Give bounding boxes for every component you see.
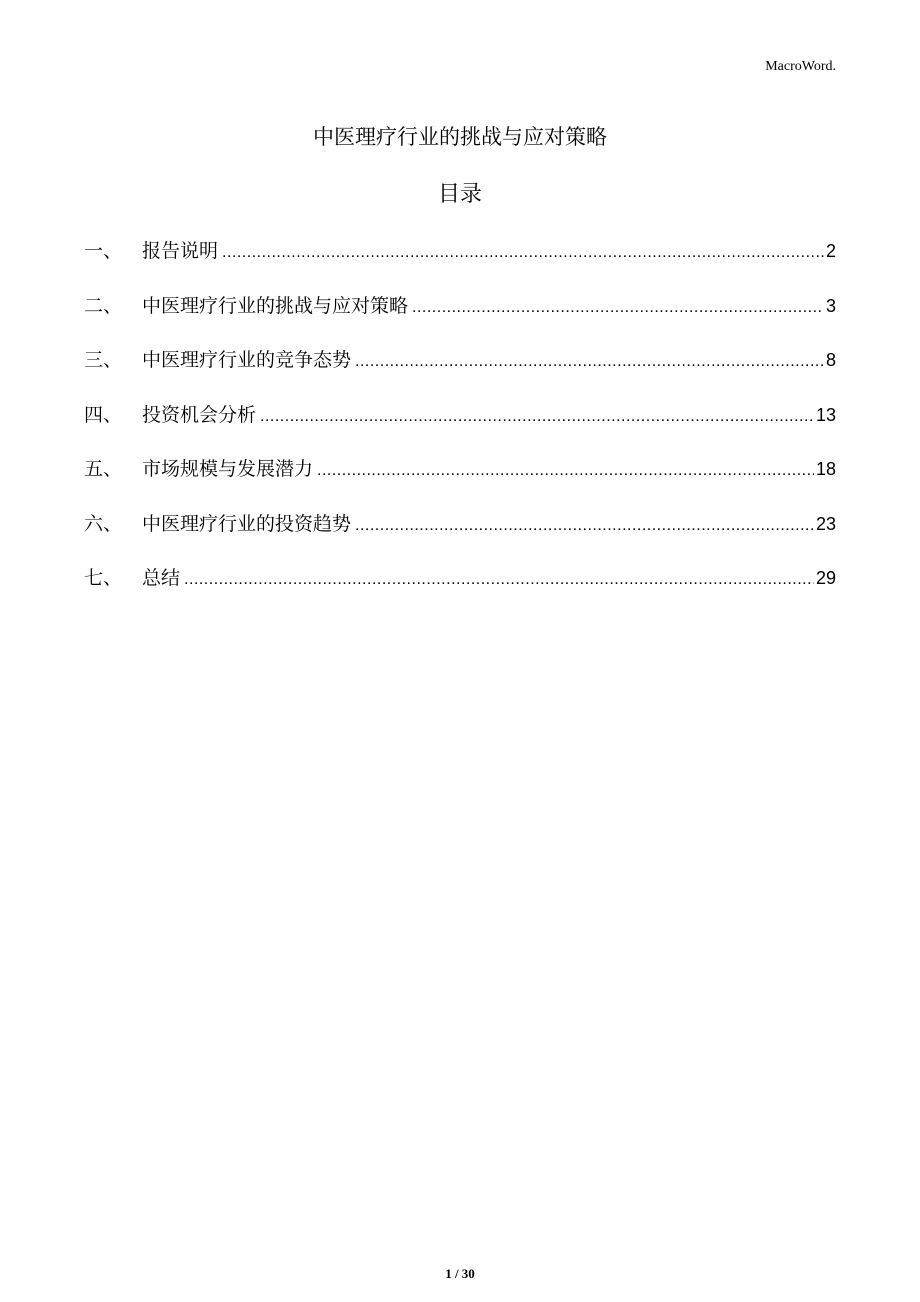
toc-entry-number: 四、 (84, 403, 123, 426)
document-title: 中医理疗行业的挑战与应对策略 (313, 125, 607, 149)
toc-entry-label: 中医理疗行业的投资趋势 (142, 512, 352, 535)
toc-dot-leader (317, 456, 814, 486)
toc-entry-label: 报告说明 (142, 240, 219, 262)
toc-entry[interactable] (84, 291, 836, 321)
toc-entry-page: 18 (815, 459, 836, 479)
toc-entry-number: 二、 (84, 294, 123, 317)
toc-entry-number: 五、 (84, 458, 123, 480)
page-number-footer: 1 / 30 (445, 1266, 475, 1281)
toc-entry-number: 七、 (84, 567, 123, 589)
toc-dot-leader (222, 238, 824, 268)
toc-entry[interactable] (84, 345, 836, 375)
toc-entry[interactable] (84, 563, 836, 593)
toc-entry-page: 23 (815, 513, 836, 534)
toc-entry-number: 三、 (84, 349, 123, 371)
toc-entry-number: 六、 (84, 512, 123, 535)
toc-entry-label: 总结 (142, 567, 181, 589)
toc-dot-leader (412, 293, 824, 323)
toc-entry-page: 3 (825, 295, 836, 316)
toc-entry-number: 一、 (84, 240, 123, 262)
toc-entry[interactable] (84, 400, 836, 430)
toc-entry[interactable] (84, 454, 836, 484)
toc-entry-label: 中医理疗行业的挑战与应对策略 (142, 294, 409, 317)
table-of-contents (84, 236, 836, 618)
toc-entry[interactable] (84, 509, 836, 539)
toc-entry-label: 中医理疗行业的竞争态势 (142, 349, 352, 371)
toc-dot-leader (184, 565, 814, 595)
toc-entry-page: 2 (825, 241, 836, 261)
toc-entry-label: 投资机会分析 (142, 403, 257, 426)
toc-dot-leader (355, 347, 824, 377)
toc-dot-leader (260, 402, 814, 432)
header-brand: MacroWord. (765, 59, 836, 74)
toc-entry-label: 市场规模与发展潜力 (142, 458, 314, 480)
toc-dot-leader (355, 511, 814, 541)
toc-heading: 目录 (437, 182, 482, 207)
toc-entry-page: 8 (825, 350, 836, 370)
toc-entry-page: 29 (815, 568, 836, 588)
toc-entry[interactable] (84, 236, 836, 266)
toc-entry-page: 13 (815, 404, 836, 425)
